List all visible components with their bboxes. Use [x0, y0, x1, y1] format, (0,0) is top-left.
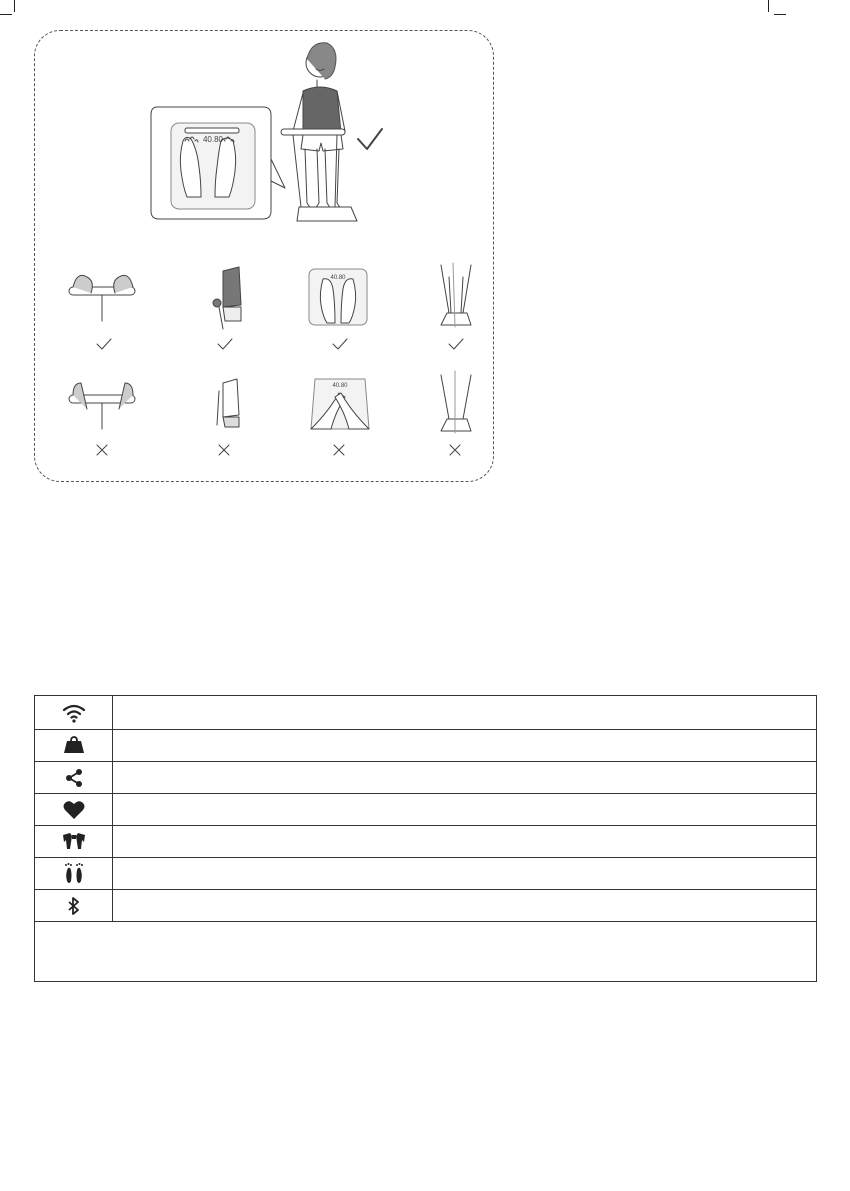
check-icon-1: [97, 339, 111, 349]
cross-icon-1: [97, 445, 107, 455]
thumb-incorrect-stance: [441, 371, 471, 433]
row-description: [113, 826, 817, 858]
posture-guide-illustration: [35, 31, 495, 483]
crop-mark-top-right: [774, 14, 786, 15]
icon-legend-table: [34, 695, 817, 982]
hero-check-icon: [358, 129, 382, 149]
thumb-correct-handle-grip: [69, 275, 135, 321]
table-row: [35, 730, 817, 762]
callout-scale-reading: 40.80: [202, 135, 224, 144]
wifi-icon: [62, 703, 86, 723]
table-note: [35, 922, 817, 982]
check-icon-3: [333, 339, 347, 349]
thumb-correct-arm-position: [213, 267, 241, 329]
crop-mark-top-left-v: [14, 0, 15, 12]
thumb-correct-stance: [441, 263, 471, 327]
thumb-incorrect-handle-grip: [69, 383, 135, 429]
cross-icon-4: [450, 445, 460, 455]
heart-icon: [63, 800, 85, 820]
row-description: [113, 890, 817, 922]
row-description: [113, 858, 817, 890]
row-description: [113, 762, 817, 794]
body-composition-icon: [62, 832, 86, 850]
crop-mark-top-right-v: [768, 0, 769, 12]
table-row: [35, 858, 817, 890]
row-description: [113, 794, 817, 826]
person-illustration: [281, 43, 357, 221]
check-icon-2: [218, 339, 232, 349]
table-row: [35, 794, 817, 826]
scale-zoom-callout: [151, 107, 285, 219]
thumb-incorrect-arm-position: [217, 379, 239, 427]
share-icon: [64, 768, 84, 788]
table-note-row: [35, 922, 817, 982]
thumb-scale-reading-incorrect: 40.80: [332, 383, 348, 389]
table-row: [35, 890, 817, 922]
row-description: [113, 696, 817, 730]
cross-icon-3: [334, 445, 344, 455]
table-row: [35, 696, 817, 730]
posture-guide-figure: [34, 30, 494, 482]
thumb-scale-reading-correct: 40.80: [330, 275, 346, 281]
bluetooth-icon: [67, 896, 81, 916]
row-description: [113, 730, 817, 762]
weight-icon: [63, 736, 85, 754]
table-row: [35, 762, 817, 794]
cross-icon-2: [219, 445, 229, 455]
table-row: [35, 826, 817, 858]
footprints-icon: [62, 862, 86, 886]
crop-mark-top-left: [0, 14, 12, 15]
check-icon-4: [449, 339, 463, 349]
